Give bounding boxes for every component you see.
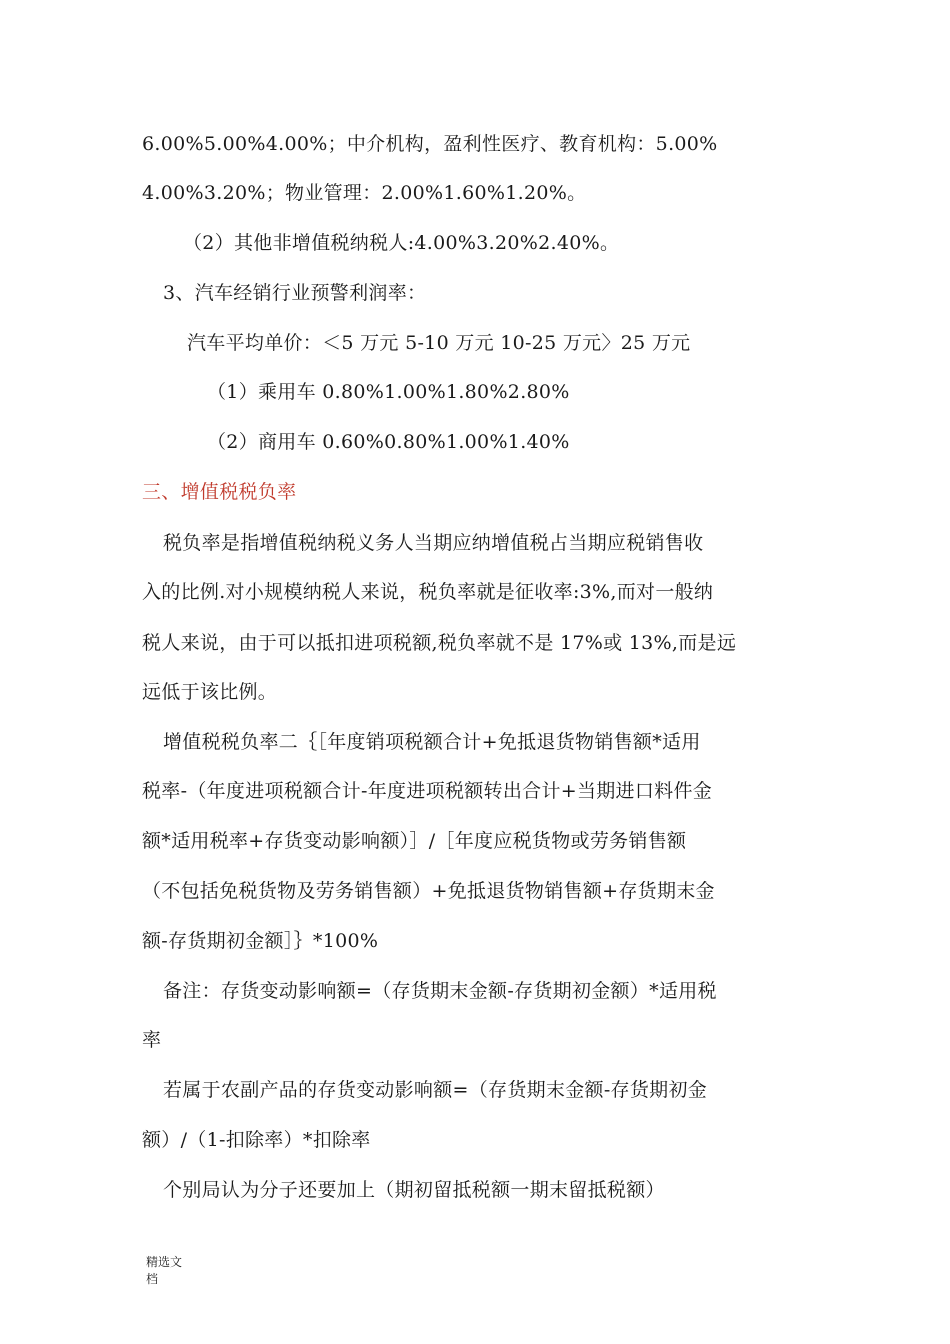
text-line: 额-存货期初金额］｝*100%	[142, 930, 379, 952]
text-line: 若属于农副产品的存货变动影响额=（存货期末金额-存货期初金	[163, 1079, 708, 1101]
text-line: 增值税税负率二｛［年度销项税额合计+免抵退货物销售额*适用	[163, 731, 701, 753]
text-line: 3、汽车经销行业预警利润率：	[163, 282, 427, 304]
footer-line: 档	[146, 1272, 159, 1286]
text-line: 远低于该比例。	[142, 681, 278, 703]
section-heading: 三、增值税税负率	[142, 481, 297, 503]
text-line: 额*适用税率+存货变动影响额）］/［年度应税货物或劳务销售额	[142, 830, 687, 852]
text-line: （2）商用车 0.60%0.80%1.00%1.40%	[207, 431, 570, 453]
text-line: 4.00%3.20%；物业管理：2.00%1.60%1.20%。	[142, 182, 587, 204]
text-line: 率	[142, 1029, 162, 1051]
page-footer	[146, 1254, 182, 1288]
text-line: 6.00%5.00%4.00%；中介机构，盈利性医疗、教育机构：5.00%	[142, 133, 718, 155]
text-line: （不包括免税货物及劳务销售额）+免抵退货物销售额+存货期末金	[142, 880, 715, 902]
text-line: （2）其他非增值税纳税人:4.00%3.20%2.40%。	[183, 232, 620, 254]
text-line: （1）乘用车 0.80%1.00%1.80%2.80%	[207, 381, 570, 403]
text-line: 备注：存货变动影响额=（存货期末金额-存货期初金额）*适用税	[163, 980, 717, 1002]
text-line: 入的比例.对小规模纳税人来说，税负率就是征收率:3%,而对一般纳	[142, 581, 714, 603]
text-line: 税人来说，由于可以抵扣进项税额,税负率就不是 17%或 13%,而是远	[142, 632, 737, 654]
text-line: 额）/（1-扣除率）*扣除率	[142, 1129, 371, 1151]
text-line: 税率-（年度进项税额合计-年度进项税额转出合计+当期进口料件金	[142, 780, 713, 802]
text-line: 个别局认为分子还要加上（期初留抵税额一期末留抵税额）	[163, 1179, 665, 1201]
text-line: 汽车平均单价：＜5 万元 5-10 万元 10-25 万元〉25 万元	[187, 332, 691, 354]
text-line: 税负率是指增值税纳税义务人当期应纳增值税占当期应税销售收	[163, 532, 704, 554]
footer-line: 精选文	[146, 1255, 183, 1269]
